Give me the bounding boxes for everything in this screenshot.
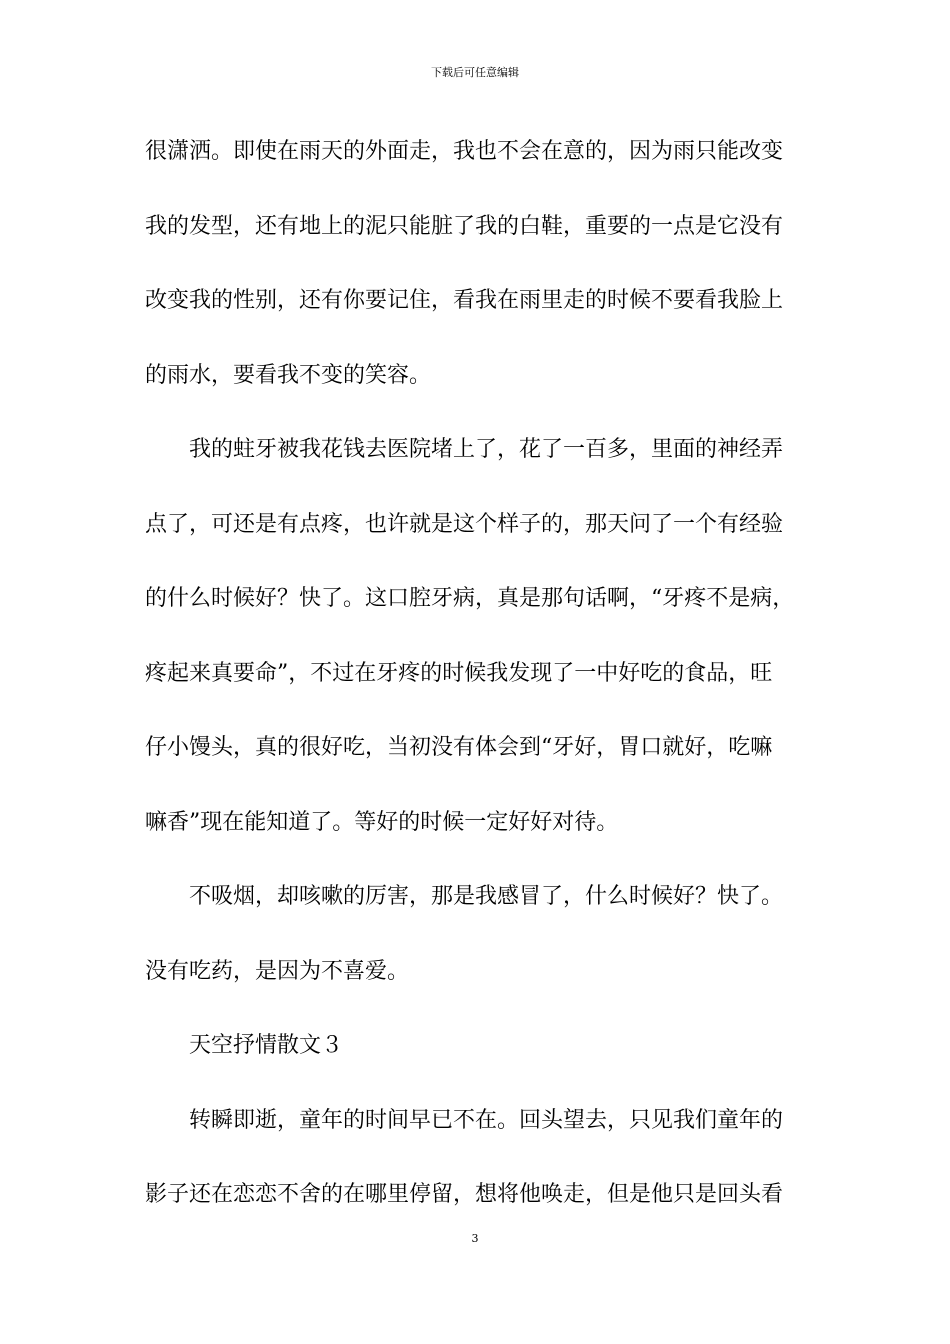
body-line-11: 不吸烟，却咳嗽的厉害，那是我感冒了，什么时候好？快了。 bbox=[145, 884, 784, 909]
body-line-8: 疼起来真要命”，不过在牙疼的时候我发现了一中好吃的食品，旺 bbox=[145, 661, 773, 686]
section-heading: 天空抒情散文３ bbox=[145, 1033, 344, 1058]
page-number: 3 bbox=[471, 1232, 479, 1245]
body-line-2: 我的发型，还有地上的泥只能脏了我的白鞋，重要的一点是它没有 bbox=[145, 214, 784, 239]
body-line-12: 没有吃药，是因为不喜爱。 bbox=[145, 959, 410, 984]
body-line-4: 的雨水，要看我不变的笑容。 bbox=[145, 363, 432, 388]
body-line-1: 很潇洒。即使在雨天的外面走，我也不会在意的，因为雨只能改变 bbox=[145, 139, 784, 164]
body-line-10: 嘛香”现在能知道了。等好的时候一定好好对待。 bbox=[145, 810, 619, 835]
page-header: 下载后可任意编辑 bbox=[431, 66, 519, 79]
body-line-7: 的什么时候好？快了。这口腔牙病，真是那句话啊，“牙疼不是病， bbox=[145, 586, 795, 611]
body-line-15: 影子还在恋恋不舍的在哪里停留，想将他唤走，但是他只是回头看 bbox=[145, 1182, 784, 1207]
body-line-9: 仔小馒头，真的很好吃，当初没有体会到“牙好，胃口就好，吃嘛 bbox=[145, 735, 773, 760]
body-line-3: 改变我的性别，还有你要记住，看我在雨里走的时候不要看我脸上 bbox=[145, 288, 784, 313]
body-line-5: 我的蛀牙被我花钱去医院堵上了，花了一百多，里面的神经弄 bbox=[145, 437, 784, 462]
body-line-14: 转瞬即逝，童年的时间早已不在。回头望去，只见我们童年的 bbox=[145, 1108, 784, 1133]
body-line-6: 点了，可还是有点疼，也许就是这个样子的，那天问了一个有经验 bbox=[145, 512, 784, 537]
